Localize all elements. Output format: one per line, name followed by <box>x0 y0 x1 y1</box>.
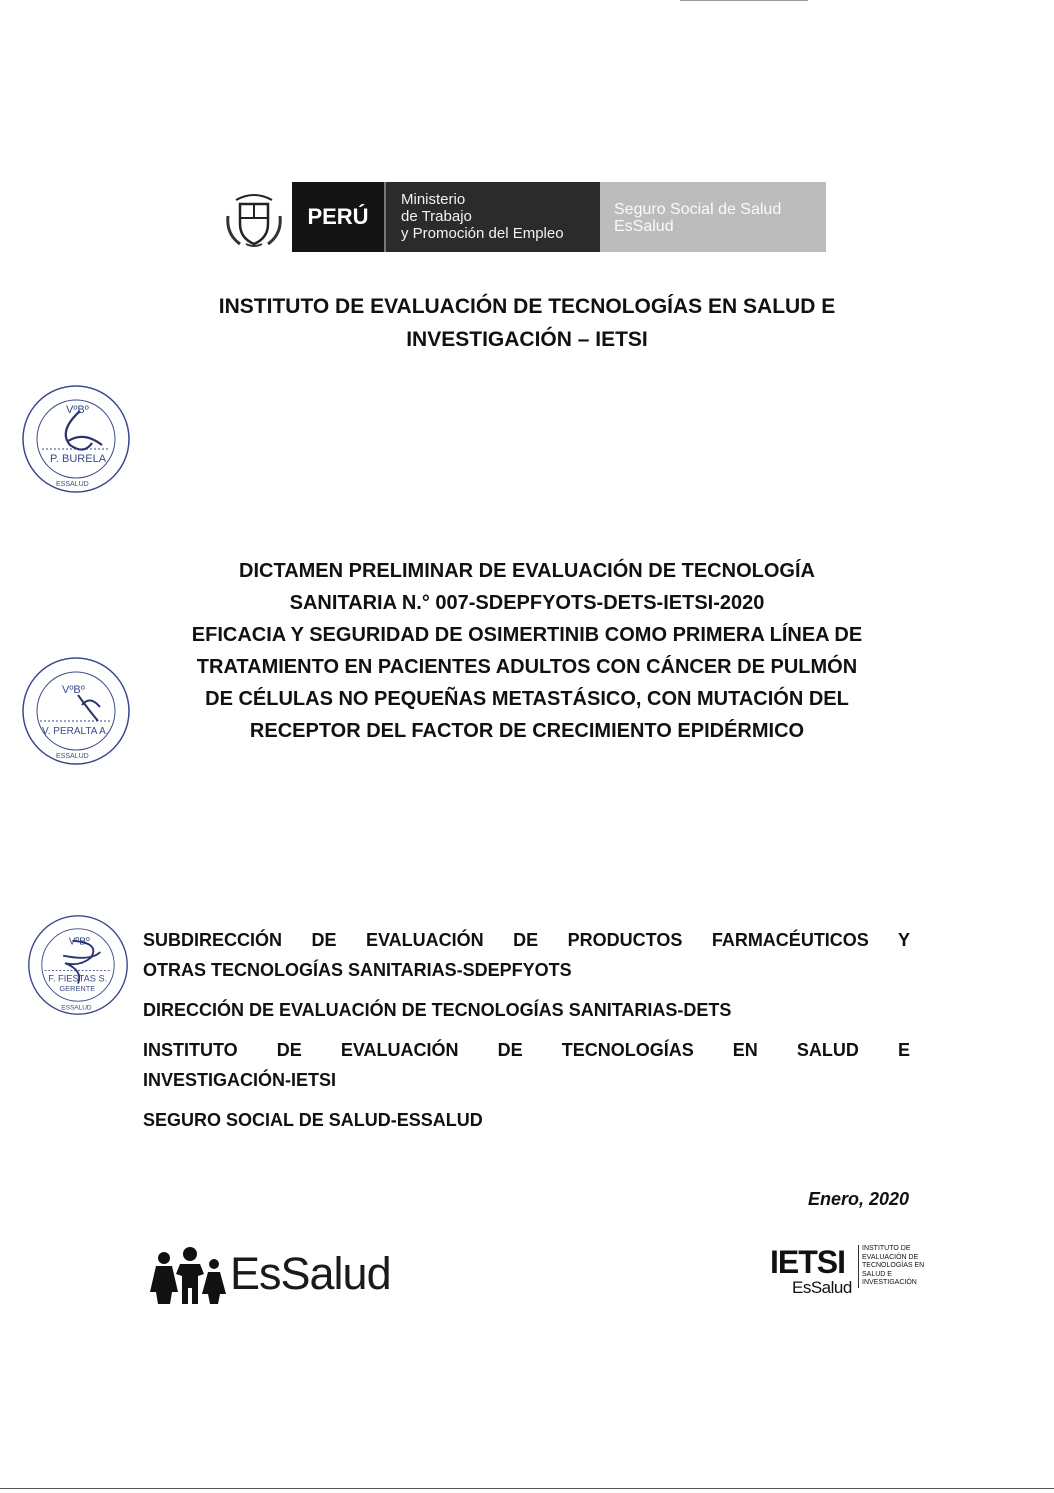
essalud-wordmark: EsSalud <box>230 1248 391 1299</box>
agency-line: Seguro Social de Salud <box>614 201 782 218</box>
ietsi-desc-line: INVESTIGACIÓN <box>862 1279 917 1286</box>
title-line: INSTITUTO DE EVALUACIÓN DE TECNOLOGÍAS EN SALUD E <box>218 295 836 318</box>
title-line: INVESTIGACIÓN – IETSI <box>406 328 648 351</box>
dictamen-line: EFICACIA Y SEGURIDAD DE OSIMERTINIB COMO PRIMERA LÍNEA DE <box>191 624 863 646</box>
essalud-agency-label <box>600 182 826 252</box>
stamp-name: P. BURELA <box>50 453 107 465</box>
stamp-footer: ESSALUD <box>56 753 89 760</box>
author-line: INSTITUTO DE EVALUACIÓN DE TECNOLOGÍAS EN SALUD E <box>143 1040 910 1060</box>
authoring-units <box>143 925 910 1135</box>
author-line: SEGURO SOCIAL DE SALUD-ESSALUD <box>143 1110 483 1130</box>
dictamen-line: TRATAMIENTO EN PACIENTES ADULTOS CON CÁNCER DE PULMÓN <box>196 656 858 678</box>
dictamen-title <box>100 555 954 747</box>
scan-artifact-bottom <box>0 1488 1054 1489</box>
author-line: DIRECCIÓN DE EVALUACIÓN DE TECNOLOGÍAS SANITARIAS-DETS <box>143 1000 732 1020</box>
approval-stamp <box>20 383 132 495</box>
author-line: INVESTIGACIÓN-IETSI <box>143 1070 337 1090</box>
author-line: OTRAS TECNOLOGÍAS SANITARIAS-SDEPFYOTS <box>143 960 572 980</box>
stamp-role: GERENTE <box>59 984 96 993</box>
stamp-vobo: VºBº <box>68 936 90 948</box>
ietsi-desc-line: SALUD E <box>862 1270 892 1278</box>
approval-stamp <box>26 913 130 1017</box>
government-banner <box>222 182 826 252</box>
dictamen-line: SANITARIA N.° 007-SDEPFYOTS-DETS-IETSI-2020 <box>289 592 765 614</box>
dictamen-line: RECEPTOR DEL FACTOR DE CRECIMIENTO EPIDÉRMICO <box>249 720 805 742</box>
ministry-line: de Trabajo <box>401 208 472 225</box>
author-line: SUBDIRECCIÓN DE EVALUACIÓN DE PRODUCTOS FARMACÉUTICOS Y <box>143 930 910 950</box>
stamp-name: V. PERALTA A. <box>42 726 109 737</box>
dictamen-line: DICTAMEN PRELIMINAR DE EVALUACIÓN DE TECNOLOGÍA <box>239 560 815 582</box>
ietsi-wordmark: IETSI <box>770 1244 846 1280</box>
essalud-family-icon <box>150 1242 230 1306</box>
dictamen-line: DE CÉLULAS NO PEQUEÑAS METASTÁSICO, CON MUTACIÓN DEL <box>205 688 849 710</box>
signature-icon <box>78 695 100 721</box>
essalud-logo <box>150 1242 412 1306</box>
ietsi-description <box>858 1245 932 1288</box>
ietsi-desc-line: TECNOLOGÍAS EN <box>862 1262 925 1269</box>
ministry-line: y Promoción del Empleo <box>401 225 564 242</box>
scan-artifact-top <box>680 0 808 1</box>
peru-coat-of-arms-icon <box>222 186 286 250</box>
ministry-line: Ministerio <box>401 191 466 208</box>
ministry-label <box>384 182 600 252</box>
ietsi-logo <box>770 1244 930 1304</box>
institute-title <box>100 290 954 356</box>
signature-icon <box>66 411 102 450</box>
ietsi-desc-line: EVALUACIÓN DE <box>862 1253 919 1261</box>
stamp-footer: ESSALUD <box>61 1004 92 1012</box>
ietsi-desc-line: INSTITUTO DE <box>862 1245 911 1252</box>
document-date: Enero, 2020 <box>807 1189 909 1209</box>
stamp-vobo: VºBº <box>62 684 85 696</box>
stamp-name: F. FIESTAS S. <box>48 973 108 984</box>
stamp-vobo: VºBº <box>66 404 89 416</box>
agency-line: EsSalud <box>614 218 674 235</box>
peru-label: PERÚ <box>292 182 384 252</box>
stamp-footer: ESSALUD <box>56 481 89 488</box>
ietsi-sub-wordmark: EsSalud <box>792 1278 852 1297</box>
